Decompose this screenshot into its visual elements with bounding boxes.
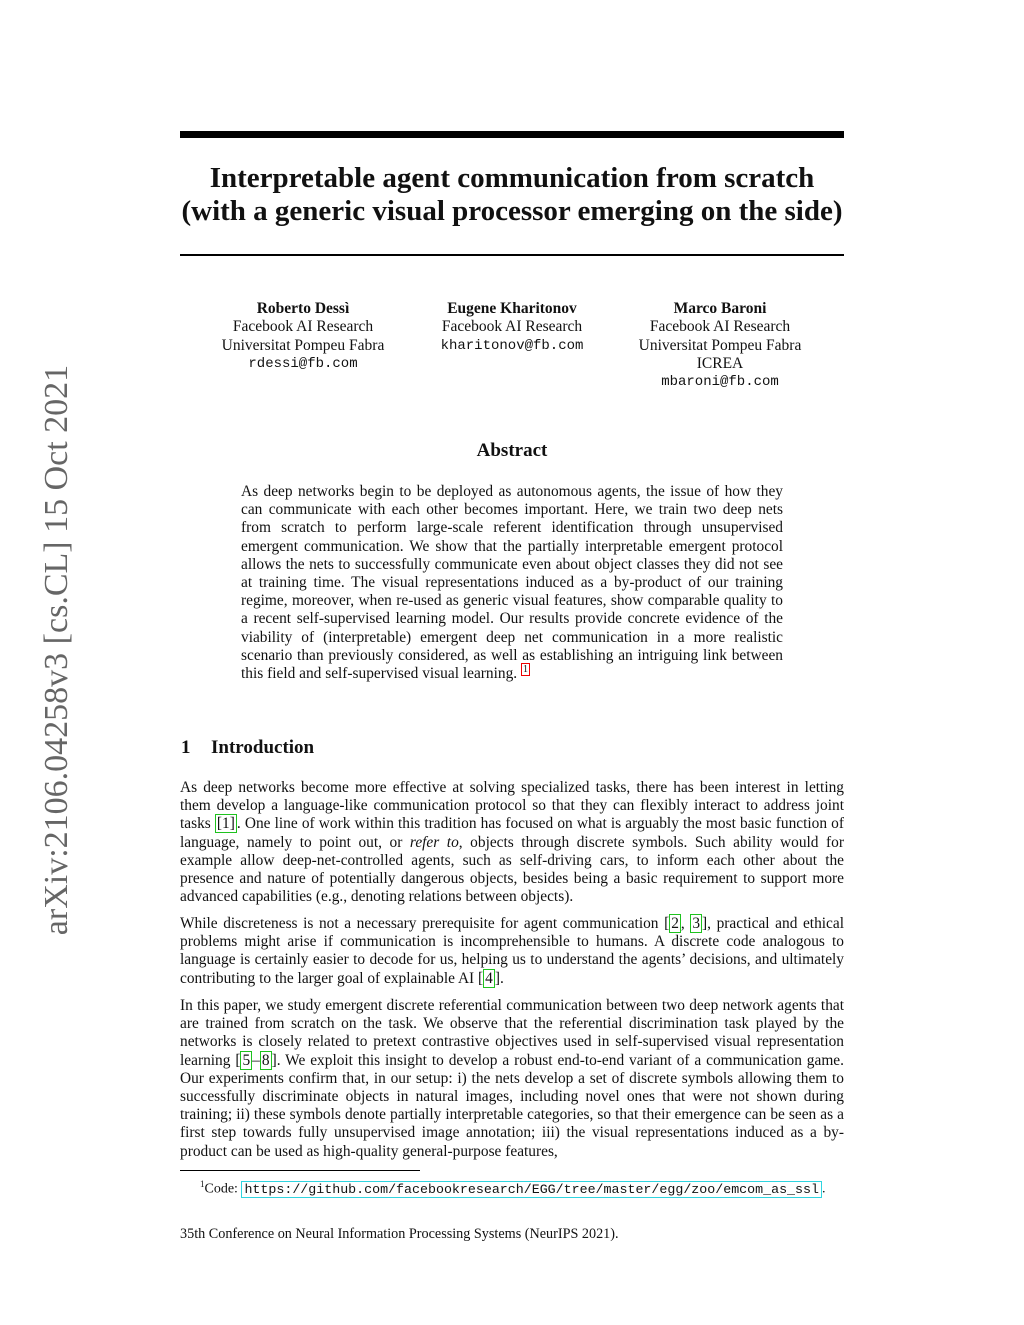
footnote-rule <box>180 1170 420 1171</box>
author-kharitonov <box>402 300 622 355</box>
title-line-2: (with a generic visual processor emerging on the side) <box>181 195 843 227</box>
paragraph-text: – <box>252 1051 260 1069</box>
emphasis-text: refer to <box>409 833 459 851</box>
citation-link[interactable]: 3 <box>692 915 701 932</box>
author-affiliation: Facebook AI Research <box>441 318 583 336</box>
arxiv-identifier: arXiv:2106.04258v3 [cs.CL] 15 Oct 2021 <box>38 364 75 936</box>
author-email: kharitonov@fb.com <box>440 337 584 354</box>
paragraph-text: , <box>680 915 691 932</box>
citation-link[interactable]: [1] <box>216 815 235 833</box>
author-name: Roberto Dessì <box>256 300 350 317</box>
citation-link[interactable]: 4 <box>485 969 493 987</box>
author-dessi <box>193 300 413 373</box>
abstract-text <box>241 483 783 683</box>
intro-paragraph-2 <box>180 915 844 988</box>
conference-note: 35th Conference on Neural Information Processing Systems (NeurIPS 2021). <box>180 1226 619 1242</box>
paragraph-text: ]. <box>494 969 504 987</box>
author-affiliation: Facebook AI Research <box>232 318 374 336</box>
title-line-1: Interpretable agent communication from scratch <box>209 162 815 194</box>
code-url-link[interactable]: https://github.com/facebookresearch/EGG/tree/master/egg/zoo/emcom_as_ssl <box>241 1181 822 1198</box>
author-email: mbaroni@fb.com <box>661 374 779 391</box>
paragraph-text: . One line of work within this tradition has focused on what is arguably the most basic function of language, namely to point out, or <box>180 815 844 851</box>
citation-link[interactable]: 5 <box>242 1051 251 1069</box>
author-affiliation: Universitat Pompeu Fabra <box>638 336 802 354</box>
footnote-label: Code: <box>204 1181 242 1197</box>
intro-paragraph-3 <box>180 997 844 1161</box>
abstract-body: As deep networks begin to be deployed as autonomous agents, the issue of how they can communicate with each other becomes important. Here, we train two deep nets from scratch to perform large-scale referent identification through unsupervised emergent communication. We show that the partially interpretable emergent protocol allows the nets to successfully communicate even about object classes they did not see at training time. The visual representations induced as a by-product of our training regime, moreover, when re-used as generic visual features, show comparable quality to a recent self-supervised learning model. Our results provide concrete evidence of the viability of (interpretable) emergent deep net communication in a more realistic scenario than previously considered, as well as establishing an intriguing link between this field and self-supervised visual learning. <box>241 483 783 683</box>
author-affiliation: Facebook AI Research <box>649 318 791 336</box>
citation-link[interactable]: 8 <box>261 1051 270 1069</box>
paragraph-text: As deep networks become more effective at solving specialized tasks, there has been interest in letting them develop a language-like communication protocol so that they can flexibly interact to address joint tasks <box>180 779 844 833</box>
author-email: rdessi@fb.com <box>248 355 358 372</box>
section-number: 1 <box>181 737 191 758</box>
paper-title <box>150 162 874 228</box>
section-title: Introduction <box>211 737 315 758</box>
author-affiliation: Universitat Pompeu Fabra <box>221 336 385 354</box>
paragraph-text: ]. We exploit this insight to develop a robust end-to-end variant of a communication game. Our experiments confirm that, in our setup: i) the nets develop a set of discrete symbols allowing them to successfully discriminate objects in natural images, including novel ones that were not shown during training; ii) these symbols denote partially interpretable categories, so that their emergence can be seen as a first step towards fully unsupervised image annotation; iii) the visual representations induced as a by-product can be used as high-quality general-purpose features, <box>180 1051 844 1160</box>
footnote-mark: 1 <box>200 1179 205 1189</box>
footnote-ref-link[interactable]: 1 <box>522 664 528 676</box>
paragraph-text: , objects through discrete symbols. Such ability would for example allow deep-net-controlled agents, such as self-driving cars, to inform each other about the presence and nature of potentially dangerous objects, besides being a basic requirement to support more advanced capabilities (e.g., denoting relations between objects). <box>180 833 844 906</box>
paragraph-text: In this paper, we study emergent discrete referential communication between two deep network agents that are trained from scratch on the task. We observe that the referential discrimination task played by the networks is closely related to pretext contrastive objectives used in self-supervised visual representation learning [ <box>180 997 844 1069</box>
footnote-end: . <box>821 1181 826 1197</box>
footnote <box>200 1175 825 1199</box>
abstract-heading: Abstract <box>476 440 548 461</box>
intro-paragraph-1 <box>180 779 844 906</box>
author-affiliation: ICREA <box>696 354 744 372</box>
title-rule-top <box>180 131 844 138</box>
author-name: Eugene Kharitonov <box>447 300 577 317</box>
section-heading <box>181 737 314 759</box>
title-rule-bottom <box>180 254 844 256</box>
paragraph-text: ], practical and ethical problems might arise if communication is incomprehensible to humans. A discrete code analogous to language is certainly easier to decode for us, helping us to understand the agents’ decisions, and ultimately contributing to the larger goal of explainable AI [ <box>180 915 844 987</box>
citation-link[interactable]: 2 <box>671 915 679 932</box>
author-name: Marco Baroni <box>673 300 767 317</box>
paragraph-text: While discreteness is not a necessary prerequisite for agent communication [ <box>180 915 670 932</box>
author-baroni <box>610 300 830 391</box>
